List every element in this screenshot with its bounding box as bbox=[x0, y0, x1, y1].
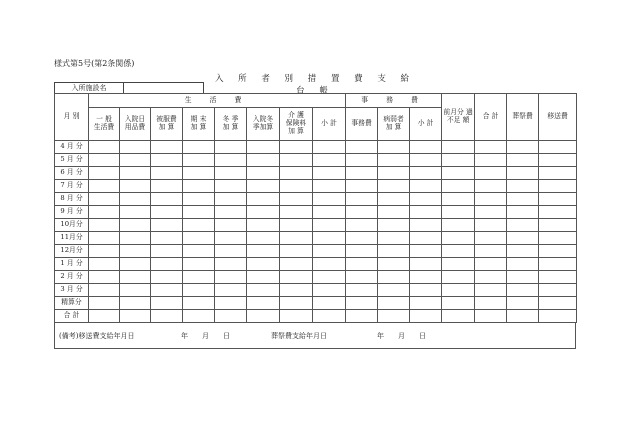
table-cell[interactable] bbox=[313, 180, 346, 193]
table-cell[interactable] bbox=[346, 154, 378, 167]
header-transfer: 移送費 bbox=[539, 94, 577, 141]
table-cell[interactable] bbox=[215, 180, 247, 193]
header-living: 生 活 費 bbox=[89, 94, 346, 108]
table-cell[interactable] bbox=[89, 141, 120, 154]
table-cell[interactable] bbox=[280, 193, 313, 206]
table-cell[interactable] bbox=[346, 232, 378, 245]
row-label: 精算分 bbox=[55, 297, 89, 310]
table-cell[interactable] bbox=[120, 258, 151, 271]
table-cell[interactable] bbox=[410, 258, 442, 271]
table-cell[interactable] bbox=[151, 219, 183, 232]
table-cell[interactable] bbox=[151, 193, 183, 206]
table-cell[interactable] bbox=[280, 180, 313, 193]
header-care-insurance: 介 護 保険料 加 算 bbox=[280, 108, 313, 141]
table-cell[interactable] bbox=[442, 193, 475, 206]
table-cell[interactable] bbox=[280, 206, 313, 219]
row-label: 12月分 bbox=[55, 245, 89, 258]
form-number: 様式第5号(第2条関係) bbox=[54, 59, 135, 68]
table-cell[interactable] bbox=[539, 154, 577, 167]
table-cell[interactable] bbox=[410, 310, 442, 323]
table-cell[interactable] bbox=[280, 310, 313, 323]
table-cell[interactable] bbox=[183, 141, 215, 154]
table-cell[interactable] bbox=[89, 258, 120, 271]
table-cell[interactable] bbox=[89, 154, 120, 167]
table-cell[interactable] bbox=[475, 167, 507, 180]
table-cell[interactable] bbox=[378, 310, 410, 323]
table-cell[interactable] bbox=[183, 310, 215, 323]
table-cell[interactable] bbox=[410, 141, 442, 154]
ledger-table bbox=[54, 93, 577, 323]
remarks-funeral-label: 葬祭費支給年月日 bbox=[271, 331, 327, 340]
row-label: 6 月 分 bbox=[55, 167, 89, 180]
table-cell[interactable] bbox=[120, 167, 151, 180]
table-cell[interactable] bbox=[247, 141, 280, 154]
table-cell[interactable] bbox=[120, 219, 151, 232]
table-cell[interactable] bbox=[475, 258, 507, 271]
table-cell[interactable] bbox=[89, 206, 120, 219]
table-cell[interactable] bbox=[539, 193, 577, 206]
table-cell[interactable] bbox=[313, 297, 346, 310]
header-funeral: 葬祭費 bbox=[507, 94, 539, 141]
table-cell[interactable] bbox=[247, 167, 280, 180]
header-office-subtotal: 小 計 bbox=[410, 108, 442, 141]
facility-label: 入所施設名 bbox=[55, 83, 124, 93]
table-cell[interactable] bbox=[183, 297, 215, 310]
table-cell[interactable] bbox=[442, 297, 475, 310]
table-cell[interactable] bbox=[475, 219, 507, 232]
table-cell[interactable] bbox=[183, 154, 215, 167]
table-cell[interactable] bbox=[378, 193, 410, 206]
remarks-funeral-date: 年 月 日 bbox=[377, 331, 426, 340]
table-cell[interactable] bbox=[247, 219, 280, 232]
table-cell[interactable] bbox=[89, 245, 120, 258]
table-cell[interactable] bbox=[215, 258, 247, 271]
table-cell[interactable] bbox=[475, 154, 507, 167]
table-cell[interactable] bbox=[378, 141, 410, 154]
remarks-row bbox=[54, 323, 576, 349]
table-cell[interactable] bbox=[539, 245, 577, 258]
header-office: 事 務 費 bbox=[346, 94, 442, 108]
table-cell[interactable] bbox=[442, 310, 475, 323]
table-cell[interactable] bbox=[120, 271, 151, 284]
table-cell[interactable] bbox=[378, 167, 410, 180]
table-cell[interactable] bbox=[346, 141, 378, 154]
table-cell[interactable] bbox=[378, 219, 410, 232]
row-label: 4 月 分 bbox=[55, 141, 89, 154]
table-cell[interactable] bbox=[410, 245, 442, 258]
table-cell[interactable] bbox=[346, 245, 378, 258]
table-cell[interactable] bbox=[151, 154, 183, 167]
table-cell[interactable] bbox=[346, 206, 378, 219]
table-cell[interactable] bbox=[442, 206, 475, 219]
table-cell[interactable] bbox=[410, 271, 442, 284]
table-cell[interactable] bbox=[410, 206, 442, 219]
table-cell[interactable] bbox=[539, 206, 577, 219]
table-row bbox=[55, 297, 577, 310]
table-cell[interactable] bbox=[313, 167, 346, 180]
table-cell[interactable] bbox=[378, 232, 410, 245]
table-cell[interactable] bbox=[215, 206, 247, 219]
table-cell[interactable] bbox=[539, 232, 577, 245]
table-cell[interactable] bbox=[183, 193, 215, 206]
table-cell[interactable] bbox=[475, 284, 507, 297]
row-label: 3 月 分 bbox=[55, 284, 89, 297]
table-cell[interactable] bbox=[346, 167, 378, 180]
table-cell[interactable] bbox=[442, 154, 475, 167]
table-cell[interactable] bbox=[313, 232, 346, 245]
table-cell[interactable] bbox=[183, 167, 215, 180]
table-row bbox=[55, 219, 577, 232]
table-cell[interactable] bbox=[410, 154, 442, 167]
table-cell[interactable] bbox=[215, 193, 247, 206]
table-cell[interactable] bbox=[183, 219, 215, 232]
table-cell[interactable] bbox=[346, 284, 378, 297]
table-cell[interactable] bbox=[247, 193, 280, 206]
table-cell[interactable] bbox=[313, 154, 346, 167]
table-cell[interactable] bbox=[346, 193, 378, 206]
table-cell[interactable] bbox=[507, 310, 539, 323]
table-cell[interactable] bbox=[378, 206, 410, 219]
table-cell[interactable] bbox=[89, 310, 120, 323]
table-cell[interactable] bbox=[442, 245, 475, 258]
table-cell[interactable] bbox=[378, 180, 410, 193]
table-cell[interactable] bbox=[507, 258, 539, 271]
table-cell[interactable] bbox=[215, 232, 247, 245]
table-cell[interactable] bbox=[346, 297, 378, 310]
table-cell[interactable] bbox=[539, 258, 577, 271]
table-cell[interactable] bbox=[507, 271, 539, 284]
table-cell[interactable] bbox=[378, 245, 410, 258]
table-cell[interactable] bbox=[151, 271, 183, 284]
row-label: 5 月 分 bbox=[55, 154, 89, 167]
table-cell[interactable] bbox=[183, 180, 215, 193]
table-cell[interactable] bbox=[442, 271, 475, 284]
header-prev-shortfall: 前月分 過不足 額 bbox=[442, 94, 475, 141]
header-month: 月 別 bbox=[55, 94, 89, 141]
table-cell[interactable] bbox=[507, 180, 539, 193]
table-cell[interactable] bbox=[442, 284, 475, 297]
table-row bbox=[55, 245, 577, 258]
table-cell[interactable] bbox=[247, 310, 280, 323]
table-cell[interactable] bbox=[442, 180, 475, 193]
row-label: 合 計 bbox=[55, 310, 89, 323]
table-cell[interactable] bbox=[280, 232, 313, 245]
table-row bbox=[55, 232, 577, 245]
table-cell[interactable] bbox=[280, 219, 313, 232]
table-cell[interactable] bbox=[442, 232, 475, 245]
table-cell[interactable] bbox=[120, 297, 151, 310]
table-cell[interactable] bbox=[410, 297, 442, 310]
table-cell[interactable] bbox=[313, 193, 346, 206]
table-cell[interactable] bbox=[475, 245, 507, 258]
table-cell[interactable] bbox=[183, 245, 215, 258]
header-living-subtotal: 小 計 bbox=[313, 108, 346, 141]
table-cell[interactable] bbox=[539, 219, 577, 232]
table-cell[interactable] bbox=[280, 141, 313, 154]
table-cell[interactable] bbox=[507, 284, 539, 297]
table-cell[interactable] bbox=[442, 219, 475, 232]
table-cell[interactable] bbox=[151, 284, 183, 297]
table-cell[interactable] bbox=[539, 310, 577, 323]
table-row bbox=[55, 284, 577, 297]
table-cell[interactable] bbox=[346, 180, 378, 193]
table-cell[interactable] bbox=[120, 245, 151, 258]
table-cell[interactable] bbox=[151, 141, 183, 154]
table-row bbox=[55, 271, 577, 284]
table-cell[interactable] bbox=[247, 232, 280, 245]
facility-field[interactable] bbox=[124, 83, 203, 93]
table-row bbox=[55, 206, 577, 219]
row-label: 10月分 bbox=[55, 219, 89, 232]
remarks-transfer-label: (備考)移送費支給年月日 bbox=[59, 331, 135, 340]
table-cell[interactable] bbox=[280, 258, 313, 271]
table-cell[interactable] bbox=[378, 258, 410, 271]
table-cell[interactable] bbox=[215, 245, 247, 258]
table-cell[interactable] bbox=[313, 141, 346, 154]
row-label: 8 月 分 bbox=[55, 193, 89, 206]
table-cell[interactable] bbox=[120, 284, 151, 297]
table-cell[interactable] bbox=[151, 297, 183, 310]
table-cell[interactable] bbox=[507, 297, 539, 310]
table-cell[interactable] bbox=[151, 258, 183, 271]
table-cell[interactable] bbox=[183, 271, 215, 284]
table-cell[interactable] bbox=[280, 245, 313, 258]
table-cell[interactable] bbox=[507, 232, 539, 245]
table-cell[interactable] bbox=[89, 284, 120, 297]
table-cell[interactable] bbox=[442, 167, 475, 180]
table-cell[interactable] bbox=[507, 193, 539, 206]
header-inpatient-winter: 入院冬 季加算 bbox=[247, 108, 280, 141]
table-cell[interactable] bbox=[280, 167, 313, 180]
header-clothing: 被服費 加 算 bbox=[151, 108, 183, 141]
table-cell[interactable] bbox=[410, 219, 442, 232]
table-cell[interactable] bbox=[410, 167, 442, 180]
table-cell[interactable] bbox=[151, 167, 183, 180]
table-cell[interactable] bbox=[89, 219, 120, 232]
table-cell[interactable] bbox=[120, 180, 151, 193]
table-cell[interactable] bbox=[442, 141, 475, 154]
table-cell[interactable] bbox=[89, 297, 120, 310]
table-cell[interactable] bbox=[120, 193, 151, 206]
table-cell[interactable] bbox=[475, 206, 507, 219]
table-cell[interactable] bbox=[247, 245, 280, 258]
table-cell[interactable] bbox=[280, 154, 313, 167]
table-cell[interactable] bbox=[215, 219, 247, 232]
table-cell[interactable] bbox=[507, 206, 539, 219]
table-cell[interactable] bbox=[247, 206, 280, 219]
header-office-expense: 事務費 bbox=[346, 108, 378, 141]
table-cell[interactable] bbox=[215, 141, 247, 154]
table-cell[interactable] bbox=[346, 219, 378, 232]
table-cell[interactable] bbox=[215, 310, 247, 323]
table-cell[interactable] bbox=[507, 167, 539, 180]
table-cell[interactable] bbox=[313, 245, 346, 258]
table-cell[interactable] bbox=[378, 154, 410, 167]
table-cell[interactable] bbox=[378, 297, 410, 310]
table-row bbox=[55, 258, 577, 271]
row-label: 11月分 bbox=[55, 232, 89, 245]
header-admission-supplies: 入院日 用品費 bbox=[120, 108, 151, 141]
table-cell[interactable] bbox=[410, 193, 442, 206]
table-cell[interactable] bbox=[346, 258, 378, 271]
table-cell[interactable] bbox=[539, 141, 577, 154]
table-cell[interactable] bbox=[475, 271, 507, 284]
table-cell[interactable] bbox=[183, 284, 215, 297]
table-row bbox=[55, 167, 577, 180]
table-cell[interactable] bbox=[280, 271, 313, 284]
table-cell[interactable] bbox=[247, 284, 280, 297]
table-cell[interactable] bbox=[378, 284, 410, 297]
table-row bbox=[55, 180, 577, 193]
table-cell[interactable] bbox=[410, 232, 442, 245]
table-cell[interactable] bbox=[151, 206, 183, 219]
table-cell[interactable] bbox=[89, 193, 120, 206]
ledger-title: 入 所 者 別 措 置 費 支 給 台 帳 bbox=[214, 74, 416, 96]
table-cell[interactable] bbox=[183, 232, 215, 245]
table-cell[interactable] bbox=[313, 284, 346, 297]
table-cell[interactable] bbox=[539, 180, 577, 193]
table-cell[interactable] bbox=[475, 180, 507, 193]
table-cell[interactable] bbox=[313, 206, 346, 219]
table-cell[interactable] bbox=[507, 141, 539, 154]
table-cell[interactable] bbox=[442, 258, 475, 271]
remarks-transfer-date: 年 月 日 bbox=[181, 331, 230, 340]
table-cell[interactable] bbox=[120, 206, 151, 219]
table-cell[interactable] bbox=[475, 232, 507, 245]
table-cell[interactable] bbox=[475, 141, 507, 154]
table-cell[interactable] bbox=[475, 193, 507, 206]
table-cell[interactable] bbox=[539, 297, 577, 310]
row-label: 1 月 分 bbox=[55, 258, 89, 271]
table-cell[interactable] bbox=[475, 310, 507, 323]
table-cell[interactable] bbox=[539, 271, 577, 284]
header-total: 合 計 bbox=[475, 94, 507, 141]
table-cell[interactable] bbox=[378, 271, 410, 284]
table-cell[interactable] bbox=[280, 284, 313, 297]
table-cell[interactable] bbox=[313, 310, 346, 323]
table-cell[interactable] bbox=[120, 310, 151, 323]
table-cell[interactable] bbox=[410, 284, 442, 297]
table-row bbox=[55, 154, 577, 167]
table-cell[interactable] bbox=[247, 258, 280, 271]
table-cell[interactable] bbox=[151, 310, 183, 323]
table-cell[interactable] bbox=[313, 219, 346, 232]
table-cell[interactable] bbox=[151, 245, 183, 258]
table-cell[interactable] bbox=[507, 245, 539, 258]
table-cell[interactable] bbox=[313, 271, 346, 284]
table-cell[interactable] bbox=[89, 271, 120, 284]
table-cell[interactable] bbox=[215, 271, 247, 284]
table-cell[interactable] bbox=[313, 258, 346, 271]
table-cell[interactable] bbox=[346, 271, 378, 284]
table-cell[interactable] bbox=[215, 284, 247, 297]
table-cell[interactable] bbox=[89, 232, 120, 245]
table-cell[interactable] bbox=[89, 180, 120, 193]
table-cell[interactable] bbox=[183, 206, 215, 219]
table-cell[interactable] bbox=[247, 154, 280, 167]
header-term-end: 期 末 加 算 bbox=[183, 108, 215, 141]
table-cell[interactable] bbox=[507, 154, 539, 167]
table-cell[interactable] bbox=[120, 232, 151, 245]
table-cell[interactable] bbox=[346, 310, 378, 323]
table-cell[interactable] bbox=[120, 141, 151, 154]
table-cell[interactable] bbox=[151, 232, 183, 245]
table-cell[interactable] bbox=[539, 284, 577, 297]
table-row bbox=[55, 193, 577, 206]
table-cell[interactable] bbox=[215, 297, 247, 310]
table-cell[interactable] bbox=[89, 167, 120, 180]
table-cell[interactable] bbox=[247, 297, 280, 310]
header-sick-weak: 病弱者 加 算 bbox=[378, 108, 410, 141]
header-basic-living: 一 般 生活費 bbox=[89, 108, 120, 141]
row-label: 9 月 分 bbox=[55, 206, 89, 219]
table-cell[interactable] bbox=[507, 219, 539, 232]
table-cell[interactable] bbox=[183, 258, 215, 271]
facility-box bbox=[54, 82, 204, 93]
table-cell[interactable] bbox=[280, 297, 313, 310]
table-cell[interactable] bbox=[151, 180, 183, 193]
table-cell[interactable] bbox=[120, 154, 151, 167]
row-label: 7 月 分 bbox=[55, 180, 89, 193]
table-cell[interactable] bbox=[215, 154, 247, 167]
header-winter: 冬 季 加 算 bbox=[215, 108, 247, 141]
table-cell[interactable] bbox=[215, 167, 247, 180]
table-row bbox=[55, 310, 577, 323]
table-cell[interactable] bbox=[539, 167, 577, 180]
table-cell[interactable] bbox=[410, 180, 442, 193]
table-cell[interactable] bbox=[475, 297, 507, 310]
row-label: 2 月 分 bbox=[55, 271, 89, 284]
table-cell[interactable] bbox=[247, 271, 280, 284]
table-row bbox=[55, 141, 577, 154]
table-cell[interactable] bbox=[247, 180, 280, 193]
